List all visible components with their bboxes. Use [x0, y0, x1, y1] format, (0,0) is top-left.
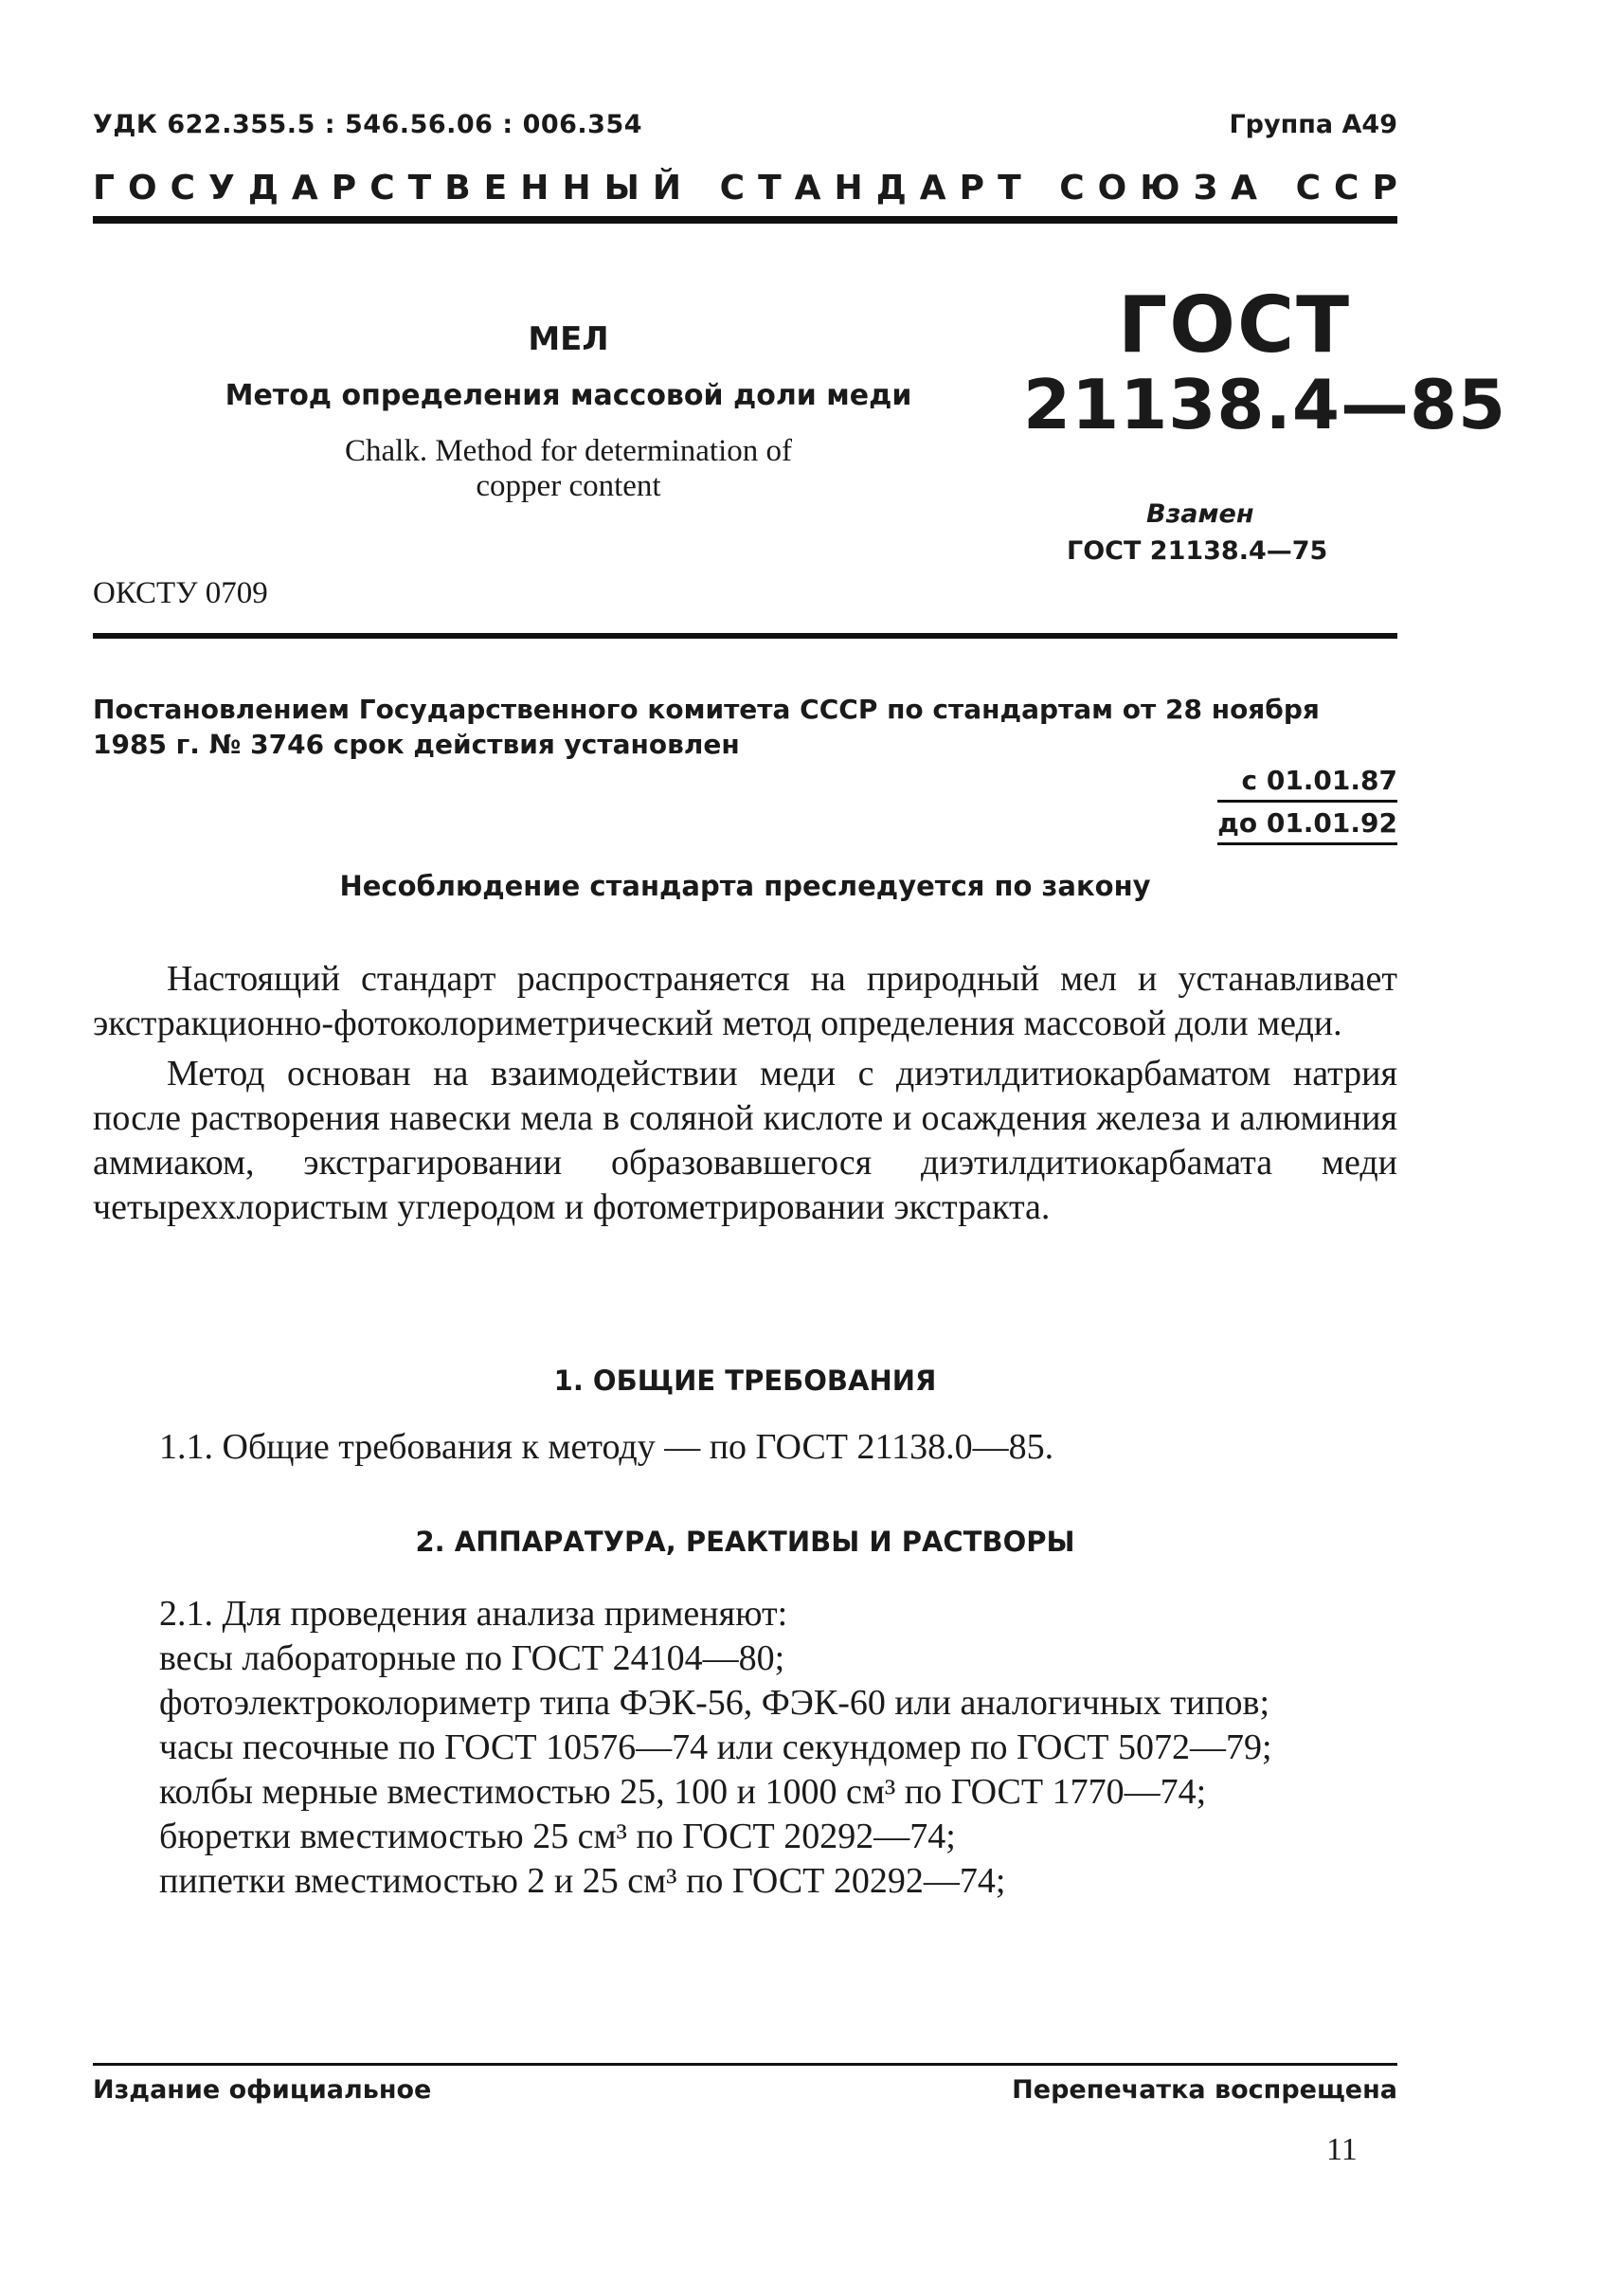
- valid-from: с 01.01.87: [1241, 765, 1397, 796]
- gost-number: 21138.4—85: [1023, 365, 1507, 444]
- state-title-letter: [1035, 169, 1047, 208]
- section-2-heading: 2. АППАРАТУРА, РЕАКТИВЫ И РАСТВОРЫ: [415, 1526, 1075, 1558]
- list-item-text: колбы мерные вместимостью 25, 100 и 1000 см³ по ГОСТ 1770—74;: [159, 1772, 1207, 1812]
- state-title-letter: У: [208, 169, 235, 208]
- intro-section: [93, 957, 1397, 1236]
- state-title-letter: А: [919, 169, 946, 208]
- list-item: [93, 1681, 1397, 1726]
- state-title-letter: Т: [407, 169, 432, 208]
- legal-notice: Несоблюдение стандарта преследуется по закону: [339, 870, 1151, 902]
- validity-period: [1217, 762, 1397, 845]
- state-title-letter: С: [1295, 169, 1322, 208]
- list-item-text: фотоэлектроколориметр типа ФЭК-56, ФЭК-60 или аналогичных типов;: [159, 1683, 1270, 1723]
- state-title-letter: З: [1193, 169, 1218, 208]
- state-title-letter: Д: [875, 169, 907, 208]
- method-title-ru: Метод определения массовой доли меди: [225, 379, 912, 412]
- section-1-heading: 1. ОБЩИЕ ТРЕБОВАНИЯ: [553, 1365, 937, 1397]
- state-title-letter: С: [1334, 169, 1359, 208]
- standard-subject: МЕЛ: [528, 320, 609, 358]
- state-standard-title: [93, 169, 1397, 208]
- state-title-letter: Д: [247, 169, 279, 208]
- replaces-value: ГОСТ 21138.4—75: [1067, 536, 1328, 566]
- state-title-letter: Й: [652, 169, 682, 208]
- header-rule: [93, 216, 1397, 224]
- list-item-text: часы песочные по ГОСТ 10576—74 или секундомер по ГОСТ 5072—79;: [159, 1727, 1272, 1767]
- state-title-letter: Р: [331, 169, 357, 208]
- state-title-letter: Т: [758, 169, 782, 208]
- state-title-letter: Н: [834, 169, 863, 208]
- replaces-label: Взамен: [1146, 499, 1254, 529]
- state-title-letter: А: [794, 169, 821, 208]
- state-title-letter: С: [719, 169, 746, 208]
- state-title-letter: В: [444, 169, 471, 208]
- state-title-letter: Т: [998, 169, 1021, 208]
- list-item: весы лабораторные по ГОСТ 24104—80;: [159, 1638, 785, 1678]
- state-title-letter: Ю: [1140, 169, 1180, 208]
- list-item: 2.1. Для проведения анализа применяют:: [159, 1594, 788, 1634]
- edition-note: Издание официальное: [93, 2075, 432, 2105]
- state-title-letter: Е: [483, 169, 508, 208]
- udk-code: УДК 622.355.5 : 546.56.06 : 006.354: [93, 110, 643, 139]
- okstu-code: ОКСТУ 0709: [93, 576, 268, 610]
- title-rule: [93, 633, 1397, 639]
- state-title-letter: С: [369, 169, 395, 208]
- gost-label: ГОСТ: [1118, 280, 1352, 371]
- valid-to: до 01.01.92: [1217, 800, 1397, 845]
- resolution-text: Постановлением Государственного комитета СССР по стандартам от 28 ноября 1985 г. № 3746 срок действия установлен: [93, 694, 1320, 760]
- section-1-item: 1.1. Общие требования к методу — по ГОСТ 21138.0—85.: [159, 1427, 1054, 1467]
- state-title-letter: А: [1231, 169, 1258, 208]
- method-title-en: [246, 434, 891, 504]
- state-title-letter: Г: [93, 169, 115, 208]
- reprint-note: Перепечатка воспрещена: [1012, 2075, 1397, 2105]
- state-title-letter: [694, 169, 707, 208]
- page-number: 11: [1326, 2132, 1358, 2167]
- state-title-letter: Р: [959, 169, 985, 208]
- state-title-letter: О: [127, 169, 157, 208]
- state-title-letter: Н: [562, 169, 591, 208]
- group-code: Группа А49: [1229, 110, 1397, 139]
- state-title-letter: Ы: [603, 169, 639, 208]
- method-title-en-line1: Chalk. Method for determination of: [345, 434, 792, 468]
- method-title-en-line2: copper content: [476, 469, 661, 503]
- state-title-letter: О: [1097, 169, 1127, 208]
- list-item: бюретки вместимостью 25 см³ по ГОСТ 20292—74;: [159, 1817, 956, 1856]
- state-title-letter: С: [1059, 169, 1085, 208]
- state-title-letter: Н: [520, 169, 549, 208]
- section-2-list: [93, 1592, 1397, 1904]
- list-item: пипетки вместимостью 2 и 25 см³ по ГОСТ 20292—74;: [159, 1861, 1006, 1901]
- list-item: [93, 1726, 1397, 1770]
- state-title-letter: А: [291, 169, 318, 208]
- list-item: [93, 1770, 1397, 1815]
- state-title-letter: С: [170, 169, 196, 208]
- footer-rule: [93, 2063, 1397, 2066]
- intro-paragraph-1: Настоящий стандарт распространяется на природный мел и устанавливает экстракционно-фотоколориметрический метод определения массовой доли меди.: [93, 959, 1397, 1043]
- intro-paragraph-2: Метод основан на взаимодействии меди с диэтилдитиокарбаматом натрия после растворения навески мела в соляной кислоте и осаждения железа и алюминия аммиаком, экстрагировании образовавшегося диэтилдитиокарбамата меди четыреххлористым углеродом и фотометрировании экстракта.: [93, 1054, 1397, 1227]
- state-title-letter: Р: [1372, 169, 1397, 208]
- state-title-letter: [1270, 169, 1283, 208]
